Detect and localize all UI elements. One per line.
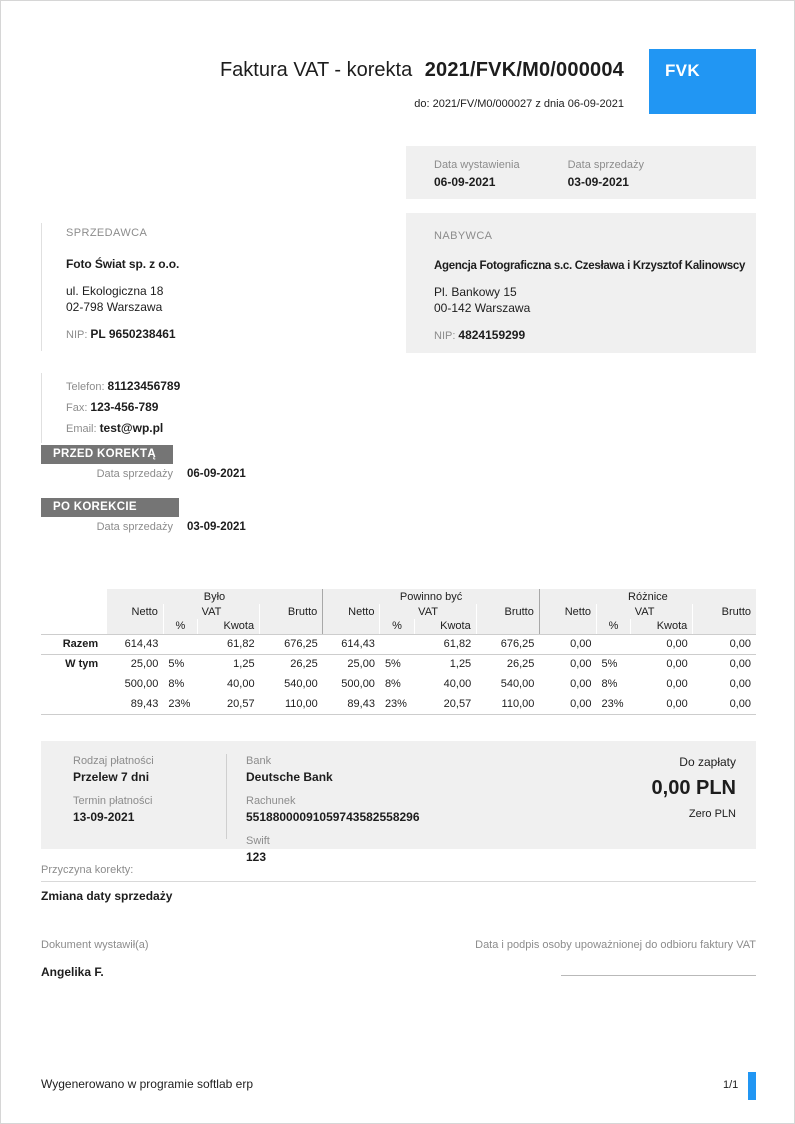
generated-by-text: Wygenerowano w programie softlab erp xyxy=(41,1077,253,1091)
payment-type-value: Przelew 7 dni xyxy=(73,770,150,784)
issuer-label: Dokument wystawił(a) xyxy=(41,939,149,951)
seller-section-label: SPRZEDAWCA xyxy=(66,227,148,239)
after-correction-bar: PO KOREKCIE xyxy=(41,498,179,517)
swift-label: Swift xyxy=(246,835,270,847)
email-label: Email: xyxy=(66,423,97,435)
sub-kwota: Kwota xyxy=(631,619,693,634)
table-subcolumn-header-row xyxy=(41,619,756,634)
table-group-header-row xyxy=(41,589,756,604)
after-sale-date-value: 03-09-2021 xyxy=(187,521,246,533)
before-sale-date-value: 06-09-2021 xyxy=(187,468,246,480)
group-header-bylo: Było xyxy=(106,589,323,604)
document-type-badge: FVK xyxy=(649,49,756,114)
seller-contact-panel xyxy=(41,373,361,443)
amount-due-block xyxy=(652,755,736,820)
buyer-nip xyxy=(434,328,746,342)
table-row-wtym-8: 500,00 8% 40,00 540,00 500,00 8% 40,00 540,00 0,00 8% 0,00 0,00 xyxy=(124,678,751,690)
col-brutto: Brutto xyxy=(260,604,323,619)
before-sale-date-label: Data sprzedaży xyxy=(96,468,173,480)
payment-type-label: Rodzaj płatności xyxy=(73,755,154,767)
col-netto: Netto xyxy=(323,604,380,619)
group-header-powinno-byc: Powinno być xyxy=(323,589,540,604)
buyer-panel xyxy=(406,213,756,353)
bank-value: Deutsche Bank xyxy=(246,770,333,784)
bank-label: Bank xyxy=(246,755,272,767)
recipient-signature-label: Data i podpis osoby upoważnionej do odbioru faktury VAT xyxy=(475,939,756,951)
sale-date-value: 03-09-2021 xyxy=(567,175,629,189)
col-netto: Netto xyxy=(106,604,163,619)
seller-address-line2: 02-798 Warszawa xyxy=(66,300,163,314)
invoice-number: 2021/FVK/M0/000004 xyxy=(424,59,624,81)
payment-bank-column xyxy=(246,755,420,864)
seller-address xyxy=(66,283,391,315)
dates-panel xyxy=(406,146,756,199)
payment-divider xyxy=(226,754,227,839)
issue-date-field xyxy=(434,159,520,199)
sale-date-field xyxy=(568,159,644,199)
fax-label: Fax: xyxy=(66,402,88,414)
swift-value: 123 xyxy=(246,850,267,864)
table-row-razem: Razem 614,43 61,82 676,25 614,43 61,82 676,25 0,00 0,00 0,00 xyxy=(41,634,756,654)
payment-left-column xyxy=(73,755,154,824)
footer-accent-bar xyxy=(748,1072,756,1100)
correction-reason-value: Zmiana daty sprzedaży xyxy=(41,889,173,903)
sub-pct: % xyxy=(597,619,631,634)
after-correction-sale-date xyxy=(41,521,246,533)
issue-date-value: 06-09-2021 xyxy=(434,175,496,189)
seller-nip-value: PL 9650238461 xyxy=(90,327,176,341)
phone-row xyxy=(66,376,361,397)
amount-due-label: Do zapłaty xyxy=(679,755,736,769)
sub-pct: % xyxy=(163,619,197,634)
correction-reason-block xyxy=(41,864,756,903)
payment-due-date-value: 13-09-2021 xyxy=(73,810,135,824)
recipient-signature-block xyxy=(475,939,756,979)
seller-address-line1: ul. Ekologiczna 18 xyxy=(66,284,164,298)
col-vat: VAT xyxy=(597,604,693,619)
email-row xyxy=(66,418,361,439)
buyer-address-line1: Pl. Bankowy 15 xyxy=(434,285,517,299)
corrected-invoice-reference: do: 2021/FV/M0/000027 z dnia 06-09-2021 xyxy=(414,98,624,110)
seller-nip xyxy=(66,327,391,341)
phone-label: Telefon: xyxy=(66,381,105,393)
table-row-wtym-5: W tym 25,00 5% 1,25 26,25 25,00 5% 1,25 26,25 0,00 5% 0,00 0,00 xyxy=(65,658,751,671)
amount-in-words: Zero PLN xyxy=(688,808,736,820)
col-brutto: Brutto xyxy=(693,604,756,619)
signatures-row xyxy=(41,939,756,979)
col-brutto: Brutto xyxy=(476,604,539,619)
table-row-wtym-23: 89,43 23% 20,57 110,00 89,43 23% 20,57 110,00 0,00 23% 0,00 0,00 xyxy=(41,694,756,714)
buyer-address-line2: 00-142 Warszawa xyxy=(434,301,531,315)
seller-nip-label: NIP: xyxy=(66,329,88,341)
col-vat: VAT xyxy=(163,604,259,619)
buyer-name: Agencja Fotograficzna s.c. Czesława i Krzysztof Kalinowscy xyxy=(434,260,746,272)
account-value: 55188000091059743582558296 xyxy=(246,810,420,824)
vat-summary-table xyxy=(41,589,756,715)
fax-value: 123-456-789 xyxy=(90,400,159,414)
seller-name: Foto Świat sp. z o.o. xyxy=(66,257,180,271)
col-netto: Netto xyxy=(539,604,596,619)
sale-date-label: Data sprzedaży xyxy=(567,159,645,171)
group-header-roznice: Różnice xyxy=(539,589,756,604)
signature-line xyxy=(561,975,756,976)
buyer-nip-value: 4824159299 xyxy=(458,328,526,342)
buyer-section-label: NABYWCA xyxy=(434,230,493,242)
buyer-nip-label: NIP: xyxy=(434,330,456,342)
issuer-value: Angelika F. xyxy=(41,965,104,979)
correction-reason-label: Przyczyna korekty: xyxy=(41,864,756,882)
sub-kwota: Kwota xyxy=(414,619,476,634)
phone-value: 81123456789 xyxy=(107,379,181,393)
buyer-address xyxy=(434,284,746,316)
issue-date-label: Data wystawienia xyxy=(434,159,520,171)
fax-row xyxy=(66,397,361,418)
payment-panel xyxy=(41,741,756,864)
before-correction-sale-date xyxy=(41,468,246,480)
invoice-title-text: Faktura VAT - korekta xyxy=(219,59,413,81)
invoice-title xyxy=(41,59,624,82)
account-label: Rachunek xyxy=(246,795,296,807)
page-number: 1/1 xyxy=(723,1079,739,1091)
email-value: test@wp.pl xyxy=(99,421,164,435)
after-sale-date-label: Data sprzedaży xyxy=(96,521,173,533)
before-correction-bar: PRZED KOREKTĄ xyxy=(41,445,173,464)
seller-panel xyxy=(41,223,391,351)
table-column-header-row xyxy=(41,604,756,619)
sub-pct: % xyxy=(380,619,414,634)
issuer-block xyxy=(41,939,149,979)
payment-due-date-label: Termin płatności xyxy=(73,795,153,807)
amount-due-value: 0,00 PLN xyxy=(651,777,736,799)
col-vat: VAT xyxy=(380,604,476,619)
sub-kwota: Kwota xyxy=(197,619,259,634)
